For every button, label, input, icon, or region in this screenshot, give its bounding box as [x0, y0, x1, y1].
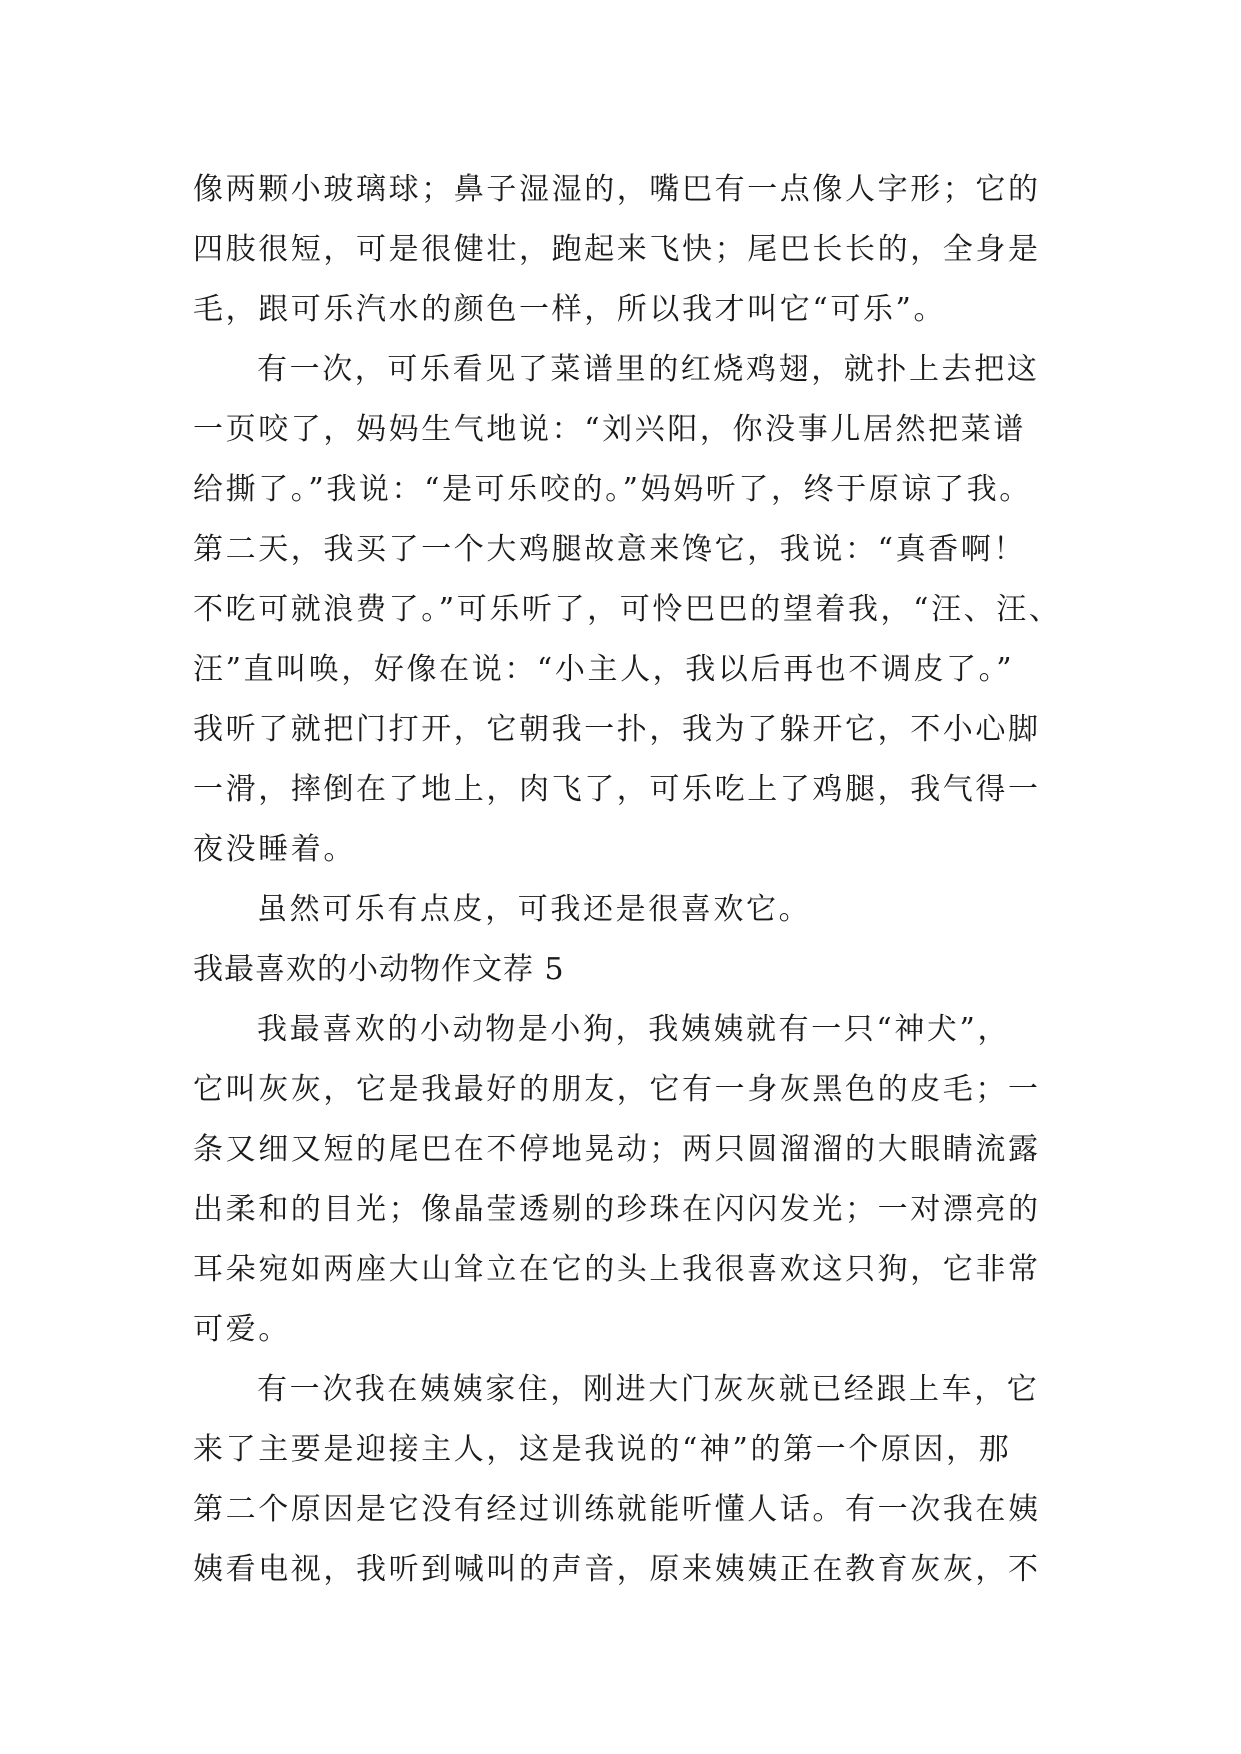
text-line: 毛，跟可乐汽水的颜色一样，所以我才叫它“可乐”。	[193, 292, 947, 327]
paragraph-first-line: 有一次我在姨姨家住，刚进大门灰灰就已经跟上车，它	[257, 1372, 1040, 1407]
document-body	[193, 160, 1062, 1600]
text-line: 可爱。	[193, 1312, 291, 1347]
text-line: 四肢很短，可是很健壮，跑起来飞快；尾巴长长的，全身是	[193, 232, 1041, 267]
paragraph-first-line: 有一次，可乐看见了菜谱里的红烧鸡翅，就扑上去把这	[257, 352, 1040, 387]
text-line: 姨看电视，我听到喊叫的声音，原来姨姨正在教育灰灰，不	[193, 1552, 1041, 1587]
text-line: 夜没睡着。	[193, 832, 356, 867]
text-line: 像两颗小玻璃球；鼻子湿湿的，嘴巴有一点像人字形；它的	[193, 172, 1041, 207]
text-line: 给撕了。”我说：“是可乐咬的。”妈妈听了，终于原谅了我。	[193, 472, 1032, 507]
text-line: 一页咬了，妈妈生气地说：“刘兴阳，你没事儿居然把菜谱	[193, 412, 1026, 447]
text-line: 不吃可就浪费了。”可乐听了，可怜巴巴的望着我，“汪、汪、	[193, 592, 1062, 627]
text-line: 出柔和的目光；像晶莹透剔的珍珠在闪闪发光；一对漂亮的	[193, 1192, 1041, 1227]
text-line: 耳朵宛如两座大山耸立在它的头上我很喜欢这只狗，它非常	[193, 1252, 1041, 1287]
text-line: 它叫灰灰，它是我最好的朋友，它有一身灰黑色的皮毛；一	[193, 1072, 1041, 1107]
paragraph-first-line: 虽然可乐有点皮，可我还是很喜欢它。	[257, 892, 812, 927]
section-heading: 我最喜欢的小动物作文荐 5	[193, 952, 565, 987]
text-line: 第二个原因是它没有经过训练就能听懂人话。有一次我在姨	[193, 1492, 1041, 1527]
text-line: 汪”直叫唤，好像在说：“小主人，我以后再也不调皮了。”	[193, 652, 1015, 687]
text-line: 条又细又短的尾巴在不停地晃动；两只圆溜溜的大眼睛流露	[193, 1132, 1041, 1167]
text-line: 第二天，我买了一个大鸡腿故意来馋它，我说：“真香啊！	[193, 532, 1026, 567]
text-line: 我听了就把门打开，它朝我一扑，我为了躲开它，不小心脚	[193, 712, 1041, 747]
paragraph-first-line: 我最喜欢的小动物是小狗，我姨姨就有一只“神犬”，	[257, 1012, 1011, 1047]
text-line: 来了主要是迎接主人，这是我说的“神”的第一个原因，那	[193, 1432, 1012, 1467]
text-line: 一滑，摔倒在了地上，肉飞了，可乐吃上了鸡腿，我气得一	[193, 772, 1041, 807]
